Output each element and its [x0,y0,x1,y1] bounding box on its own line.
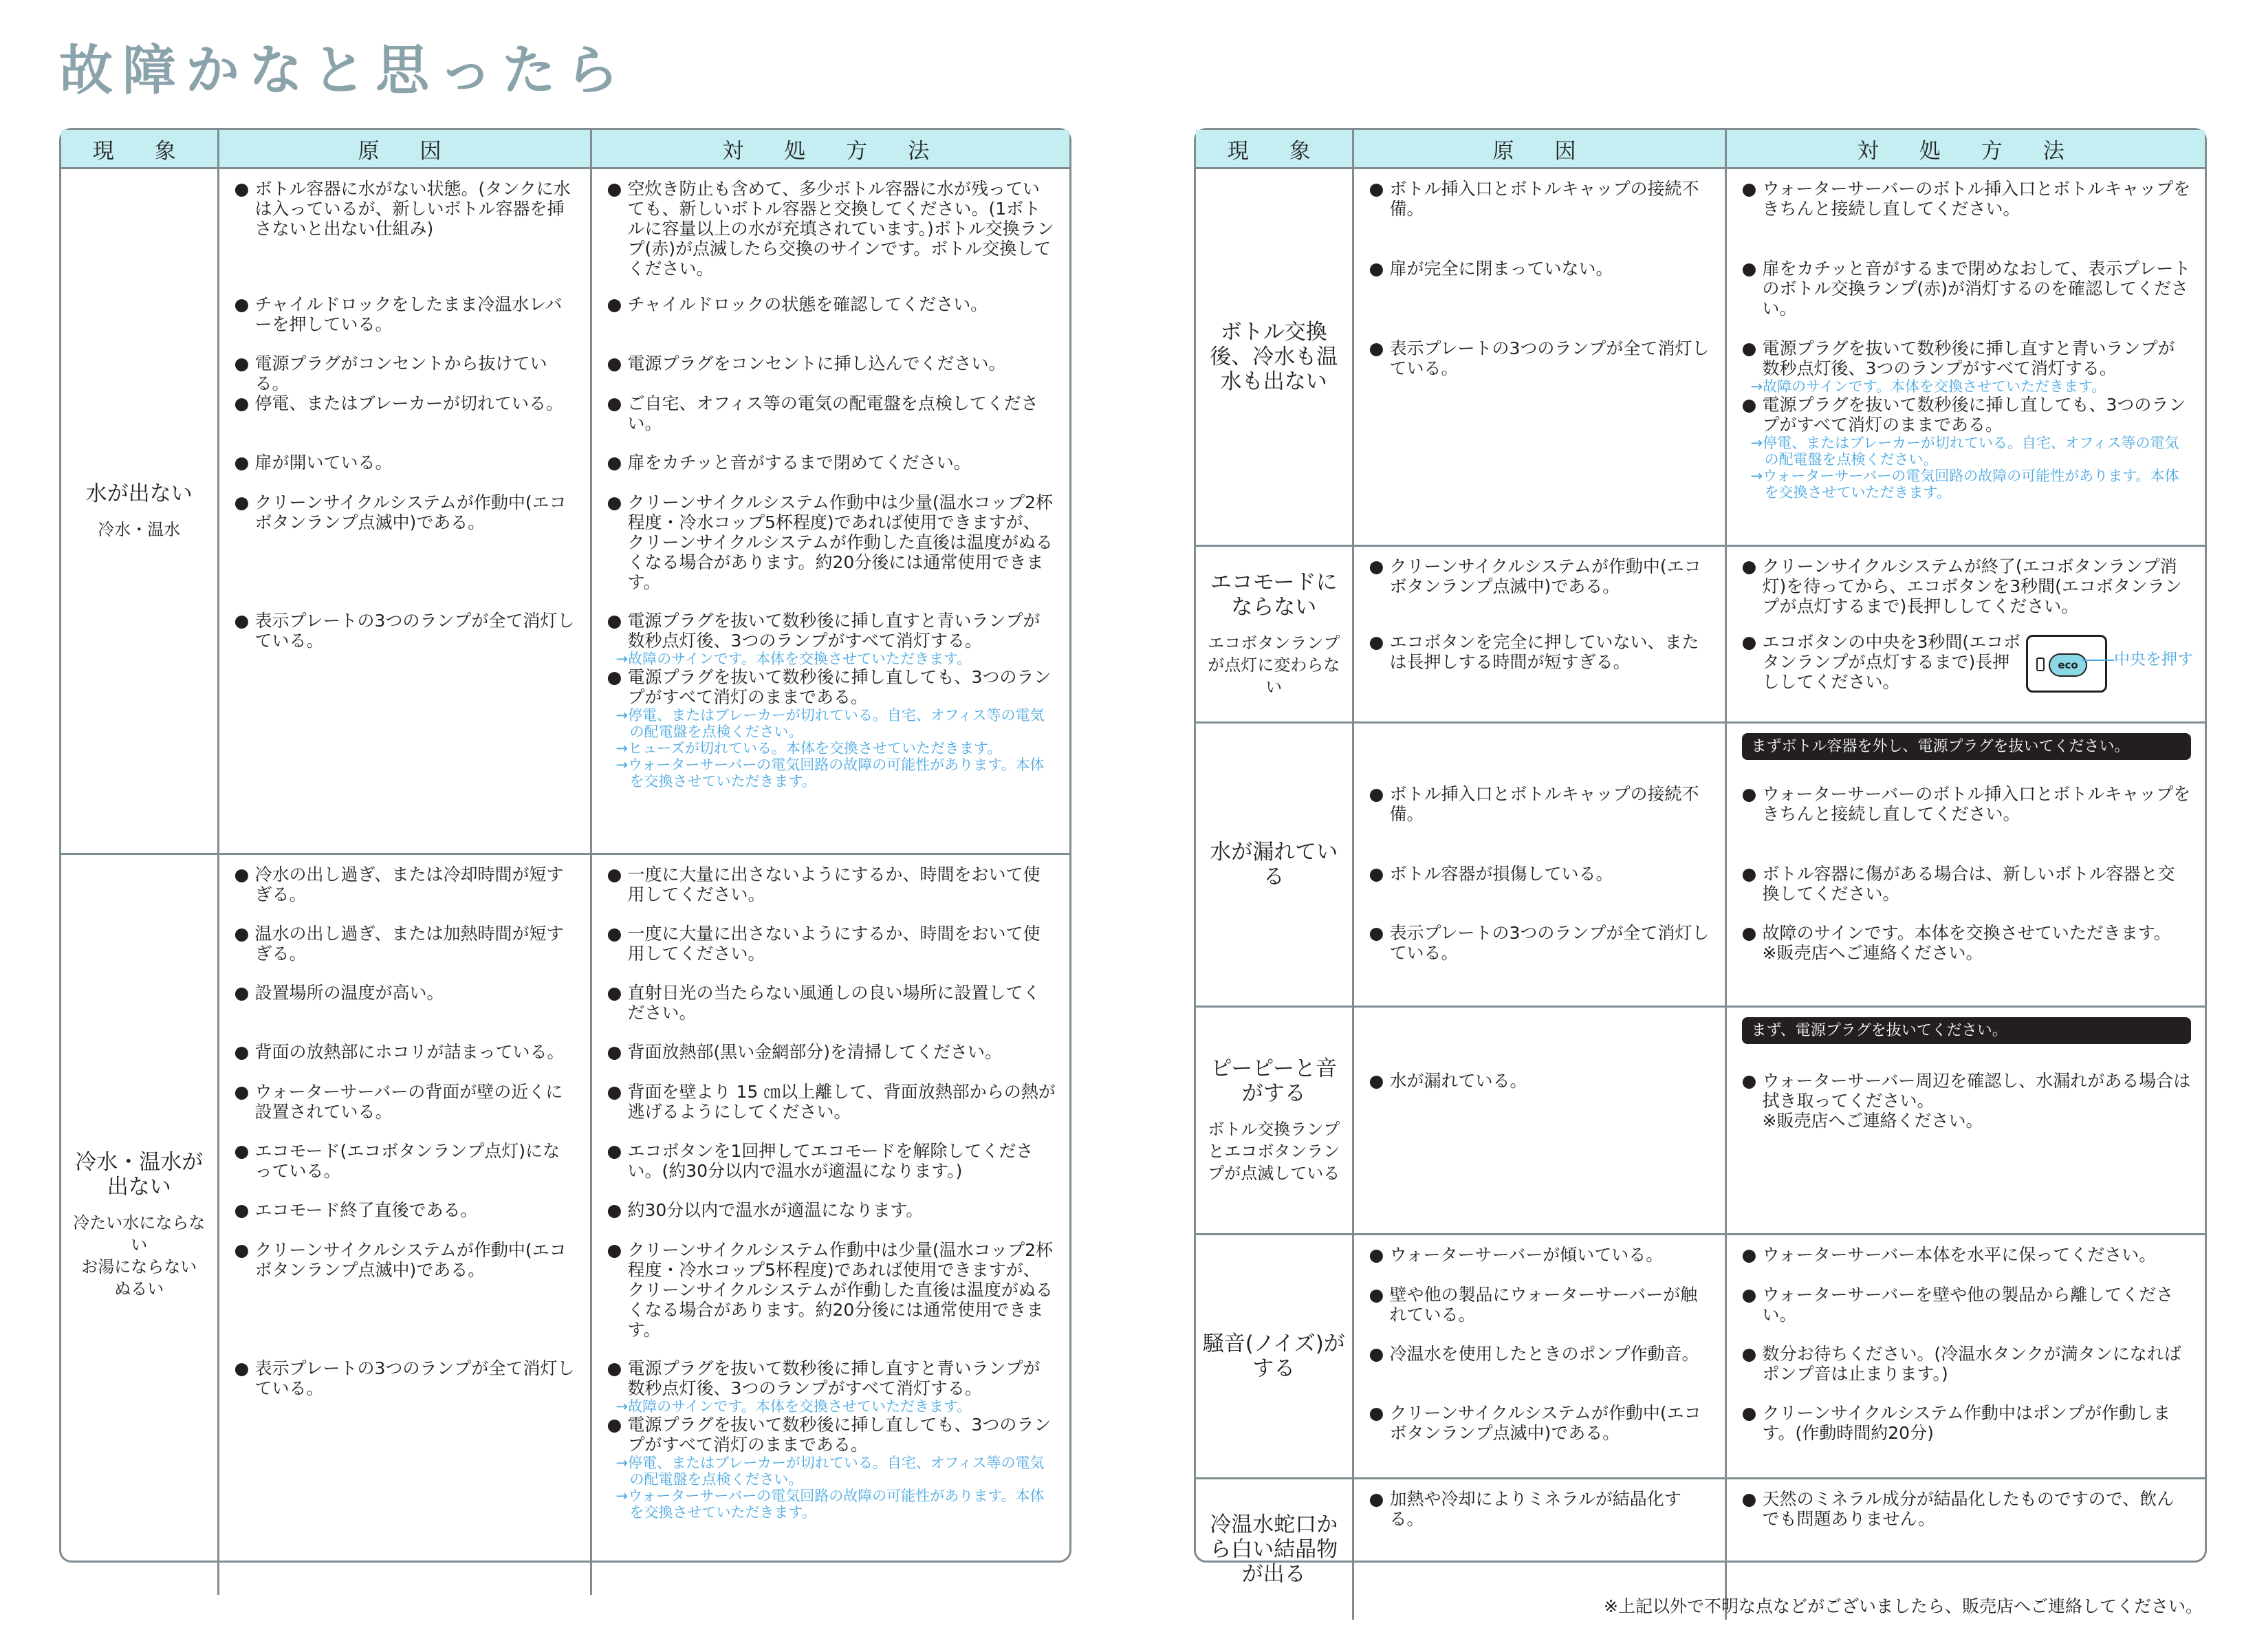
remedy-note: →停電、またはブレーカーが切れている。自宅、オフィス等の電気の配電盤を点検ください。 [1750,435,2179,468]
symptom-subtitle: ボトル交換ランプとエコボタンランプが点滅している [1208,1120,1340,1183]
cause-text: ● 電源プラグがコンセントから抜けている。 [235,354,576,393]
troubleshooting-table-left [59,128,1071,1563]
symptom-title: 水が出ない [85,481,193,506]
remedy-text: ● 電源プラグを抜いて数秒後に挿し直すと青いランプが数秒点灯後、3つのランプがすべて消灯する。 [1742,338,2192,378]
symptom-group [1196,1235,2205,1479]
cause-text: ● ボトル容器に水がない状態。(タンクに水は入っているが、新しいボトル容器を挿さないと出ない仕組み) [235,179,576,239]
remedy-text: ● 電源プラグを抜いて数秒後に挿し直しても、3つのランプがすべて消灯のままである。 [607,1415,1056,1455]
symptom-cell [1196,1479,1353,1620]
cause-item [235,1240,576,1358]
remedy-text: ● 扉をカチッと音がするまで閉めなおして、表示プレートのボトル交換ランプ(赤)が消灯するのを確認してください。 [1742,259,2192,318]
remedy-cell [1725,169,2205,546]
cause-cell [1353,723,1725,1007]
cause-item [235,1200,576,1240]
remedy-item [1742,1403,2192,1470]
cause-item [1369,1245,1711,1285]
remedy-item [1742,1245,2192,1285]
remedy-text: ● クリーンサイクルシステム作動中はポンプが作動します。(作動時間約20分) [1742,1403,2192,1443]
remedy-text: ● クリーンサイクルシステム作動中は少量(温水コップ2杯程度・冷水コップ5杯程度)であれば使用できますが、クリーンサイクルシステムが作動した直後は温度がぬるくなる場合があります。約20分後には通常使用できます。 [607,1240,1056,1340]
cause-item [235,1042,576,1082]
remedy-text: ※販売店へご連絡ください。 [1762,943,1983,963]
cause-item [1369,556,1711,632]
symptom-subtitle: エコボタンランプが点灯に変わらない [1208,633,1340,697]
remedy-text: ● ウォーターサーバーのボトル挿入口とボトルキャップをきちんと接続し直してください。 [1742,179,2192,219]
remedy-item [1742,923,2192,999]
remedy-item [1742,632,2192,715]
cause-text: ● 設置場所の温度が高い。 [235,983,576,1003]
symptom-title: 冷水・温水が出ない [75,1150,204,1199]
cause-text: ● エコモード(エコボタンランプ点灯)になっている。 [235,1141,576,1181]
symptom-cell [1196,1235,1353,1479]
remedy-note: →停電、またはブレーカーが切れている。自宅、オフィス等の電気の配電盤を点検ください。 [616,707,1045,740]
eco-button-icon: eco [2049,653,2087,677]
remedy-item [1742,864,2192,923]
remedy-cell [1725,546,2205,723]
remedy-item [607,1358,1056,1588]
remedy-text: ● クリーンサイクルシステム作動中は少量(温水コップ2杯程度・冷水コップ5杯程度)であれば使用できますが、クリーンサイクルシステムが作動した直後は温度がぬるくなる場合があります。約20分後には通常使用できます。 [607,492,1056,592]
remedy-cell [591,854,1069,1596]
cause-text: ● 加熱や冷却によりミネラルが結晶化する。 [1369,1489,1711,1529]
remedy-text: ● 直射日光の当たらない風通しの良い場所に設置してください。 [607,983,1056,1023]
cause-item [235,294,576,354]
remedy-item [607,393,1056,453]
symptom-cell [1196,169,1353,546]
indicator-lamp-icon [2036,657,2045,671]
remedy-cell [1725,1007,2205,1235]
symptom-subtitle: お湯にならない [81,1257,197,1276]
cause-item [1369,923,1711,999]
cause-item [1369,632,1711,715]
header-remedy: 対 処 方 法 [1725,130,2205,169]
remedy-item [607,453,1056,492]
remedy-text: ● 空炊き防止も含めて、多少ボトル容器に水が残っていても、新しいボトル容器と交換してください。(1ボトルに容量以上の水が充填されています。)ボトル交換ランプ(赤)が点滅したら交換のサインです。ボトル交換してください。 [607,179,1056,279]
remedy-note: →ウォーターサーバーの電気回路の故障の可能性があります。本体を交換させていただきます。 [616,757,1045,790]
cause-text: ● ボトル容器が損傷している。 [1369,864,1711,884]
remedy-note: →ウォーターサーバーの電気回路の故障の可能性があります。本体を交換させていただきます。 [616,1488,1045,1521]
cause-text: ● クリーンサイクルシステムが作動中(エコボタンランプ点滅中)である。 [235,1240,576,1280]
cause-item [1369,338,1711,538]
cause-cell [1353,546,1725,723]
press-center-label: 中央を押す [2114,651,2193,669]
remedy-text: ● ウォーターサーバーを壁や他の製品から離してください。 [1742,1285,2192,1325]
remedy-text: ● 背面を壁より 15 ㎝以上離して、背面放熱部からの熱が逃げるようにしてください。 [607,1082,1056,1122]
cause-text: ● 壁や他の製品にウォーターサーバーが触れている。 [1369,1285,1711,1325]
header-symptom: 現 象 [61,130,218,169]
cause-item [1369,864,1711,923]
cause-text: ● ウォーターサーバーが傾いている。 [1369,1245,1711,1265]
remedy-item [607,179,1056,294]
remedy-text: ● 天然のミネラル成分が結晶化したものですので、飲んでも問題ありません。 [1742,1489,2192,1529]
symptom-title: 騒音(ノイズ)がする [1202,1332,1345,1381]
cause-text: ● 表示プレートの3つのランプが全て消灯している。 [235,1358,576,1398]
remedy-cell [1725,723,2205,1007]
cause-text: ● ウォーターサーバーの背面が壁の近くに設置されている。 [235,1082,576,1122]
symptom-cell [1196,1007,1353,1235]
remedy-text: ● ご自宅、オフィス等の電気の配電盤を点検してください。 [607,393,1056,433]
remedy-item [1742,1344,2192,1403]
leader-line [2082,660,2114,661]
symptom-subtitle: ぬるい [114,1279,164,1298]
remedy-text: ● 扉をカチッと音がするまで閉めてください。 [607,453,1056,472]
remedy-text: ● 一度に大量に出さないようにするか、時間をおいて使用してください。 [607,865,1056,904]
remedy-item [1742,556,2192,632]
cause-cell [1353,1007,1725,1235]
remedy-text: ● ウォーターサーバー本体を水平に保ってください。 [1742,1245,2192,1265]
eco-button-diagram [2026,632,2191,694]
cause-item [235,453,576,492]
remedy-text: ● ボトル容器に傷がある場合は、新しいボトル容器と交換してください。 [1742,864,2192,904]
cause-text: ● チャイルドロックをしたまま冷温水レバーを押している。 [235,294,576,334]
eco-panel-icon [2026,635,2107,693]
remedy-text: ● 約30分以内で温水が適温になります。 [607,1200,1056,1220]
symptom-group [61,854,1069,1596]
remedy-item [607,983,1056,1042]
cause-item [235,354,576,393]
remedy-text: ● ウォーターサーバーのボトル挿入口とボトルキャップをきちんと接続し直してください。 [1742,784,2192,824]
cause-text: ● 表示プレートの3つのランプが全て消灯している。 [235,611,576,651]
remedy-note: →ヒューズが切れている。本体を交換させていただきます。 [616,740,1002,757]
cause-item [1369,179,1711,259]
cause-item [1369,259,1711,338]
remedy-note: →故障のサインです。本体を交換させていただきます。 [1750,378,2106,395]
symptom-group [61,169,1069,854]
remedy-text: ● 故障のサインです。本体を交換させていただきます。 [1742,923,2192,943]
symptom-cell [1196,546,1353,723]
remedy-item [607,492,1056,611]
cause-text: ● エコモード終了直後である。 [235,1200,576,1220]
cause-item [235,492,576,611]
remedy-item [607,354,1056,393]
remedy-note: →故障のサインです。本体を交換させていただきます。 [616,651,972,667]
remedy-note: →停電、またはブレーカーが切れている。自宅、オフィス等の電気の配電盤を点検ください。 [616,1455,1045,1488]
remedy-item [607,611,1056,846]
footnote: ※上記以外で不明な点などがございましたら、販売店へご連絡してください。 [1604,1596,2203,1616]
remedy-item [607,1240,1056,1358]
remedy-item [607,294,1056,354]
symptom-subtitle: 冷水・温水 [98,520,181,539]
cause-item [235,983,576,1042]
remedy-text: ● 電源プラグを抜いて数秒後に挿し直すと青いランプが数秒点灯後、3つのランプがすべて消灯する。 [607,611,1056,651]
cause-item [235,924,576,983]
cause-text: ● 冷水の出し過ぎ、または冷却時間が短すぎる。 [235,865,576,904]
cause-item [1369,1285,1711,1344]
cause-item [235,865,576,924]
remedy-note: →故障のサインです。本体を交換させていただきます。 [616,1398,972,1415]
remedy-text: ● 電源プラグをコンセントに挿し込んでください。 [607,354,1056,373]
symptom-group [1196,169,2205,546]
symptom-cell [61,169,218,854]
remedy-item [1742,784,2192,864]
cause-text: ● クリーンサイクルシステムが作動中(エコボタンランプ点滅中)である。 [235,492,576,532]
troubleshooting-table-right [1194,128,2207,1587]
symptom-title: ボトル交換後、冷水も温水も出ない [1210,320,1338,394]
header-cause: 原 因 [218,130,591,169]
page-title: 故障かなと思ったら [59,40,629,102]
symptom-group [1196,723,2205,1007]
remedy-text: ● クリーンサイクルシステムが終了(エコボタンランプ消灯)を待ってから、エコボタンを3秒間(エコボタンランプが点灯するまで)長押ししてください。 [1742,556,2192,616]
symptom-title: エコモードにならない [1210,570,1338,620]
remedy-item [607,1082,1056,1141]
remedy-item [1742,259,2192,338]
header-cause: 原 因 [1353,130,1725,169]
remedy-note: →ウォーターサーバーの電気回路の故障の可能性があります。本体を交換させていただきます。 [1750,468,2179,501]
cause-text: ● 背面の放熱部にホコリが詰まっている。 [235,1042,576,1062]
cause-text: ● 扉が完全に閉まっていない。 [1369,259,1711,279]
remedy-item [607,1200,1056,1240]
cause-text: ● 表示プレートの3つのランプが全て消灯している。 [1369,338,1711,378]
cause-item [235,1082,576,1141]
remedy-item [607,865,1056,924]
remedy-text: ● ウォーターサーバー周辺を確認し、水漏れがある場合は拭き取ってください。 [1742,1071,2192,1111]
cause-item [1369,1344,1711,1403]
cause-text: ● エコボタンを完全に押していない、または長押しする時間が短すぎる。 [1369,632,1711,672]
cause-cell [1353,1235,1725,1479]
remedy-item [1742,338,2192,538]
symptom-group [1196,546,2205,723]
cause-text: ● ボトル挿入口とボトルキャップの接続不備。 [1369,784,1711,824]
symptom-title: 冷温水蛇口から白い結晶物が出る [1210,1512,1338,1587]
cause-item [1369,784,1711,864]
remedy-item [607,1042,1056,1082]
remedy-text: ● 一度に大量に出さないようにするか、時間をおいて使用してください。 [607,924,1056,964]
cause-item [235,179,576,294]
cause-text: ● 温水の出し過ぎ、または加熱時間が短すぎる。 [235,924,576,964]
cause-text: ● 扉が開いている。 [235,453,576,472]
symptom-group [1196,1007,2205,1235]
remedy-item [607,1141,1056,1200]
cause-cell [218,169,591,854]
cause-item [235,1141,576,1200]
instruction-tag: まず、電源プラグを抜いてください。 [1742,1017,2192,1044]
header-remedy: 対 処 方 法 [591,130,1069,169]
remedy-item [1742,1071,2192,1226]
remedy-text: ● エコボタンの中央を3秒間(エコボタンランプが点灯するまで)長押ししてください。 [1742,632,2023,692]
remedy-text: ● 電源プラグを抜いて数秒後に挿し直しても、3つのランプがすべて消灯のままである。 [1742,395,2192,435]
symptom-subtitles [67,1212,212,1300]
cause-item [1369,1071,1711,1226]
cause-item [1369,1403,1711,1470]
symptom-title: ピーピーと音がする [1210,1056,1338,1106]
cause-text: ● 停電、またはブレーカーが切れている。 [235,393,576,413]
symptom-cell [61,854,218,1596]
remedy-text: ● チャイルドロックの状態を確認してください。 [607,294,1056,314]
symptom-title: 水が漏れている [1210,840,1338,889]
remedy-text: ※販売店へご連絡ください。 [1762,1111,1983,1131]
symptom-cell [1196,723,1353,1007]
remedy-text: ● 背面放熱部(黒い金網部分)を清掃してください。 [607,1042,1056,1062]
remedy-item [1742,179,2192,259]
cause-text: ● 水が漏れている。 [1369,1071,1711,1091]
cause-text: ● 冷温水を使用したときのポンプ作動音。 [1369,1344,1711,1364]
cause-text: ● クリーンサイクルシステムが作動中(エコボタンランプ点滅中)である。 [1369,1403,1711,1443]
cause-item [235,611,576,846]
cause-text: ● クリーンサイクルシステムが作動中(エコボタンランプ点滅中)である。 [1369,556,1711,596]
remedy-item [607,924,1056,983]
symptom-subtitle: 冷たい水にならない [73,1213,206,1254]
cause-cell [218,854,591,1596]
remedy-item [1742,1285,2192,1344]
cause-item [235,1358,576,1588]
remedy-text: ● 電源プラグを抜いて数秒後に挿し直すと青いランプが数秒点灯後、3つのランプがすべて消灯する。 [607,1358,1056,1398]
cause-item [235,393,576,453]
header-symptom: 現 象 [1196,130,1353,169]
remedy-cell [1725,1235,2205,1479]
cause-cell [1353,169,1725,546]
remedy-text: ● 数分お待ちください。(冷温水タンクが満タンになればポンプ音は止まります。) [1742,1344,2192,1384]
remedy-cell [591,169,1069,854]
remedy-text: ● 電源プラグを抜いて数秒後に挿し直しても、3つのランプがすべて消灯のままである。 [607,667,1056,707]
cause-text: ● ボトル挿入口とボトルキャップの接続不備。 [1369,179,1711,219]
instruction-tag: まずボトル容器を外し、電源プラグを抜いてください。 [1742,733,2192,760]
remedy-text: ● エコボタンを1回押してエコモードを解除してください。(約30分以内で温水が適温になります。) [607,1141,1056,1181]
cause-text: ● 表示プレートの3つのランプが全て消灯している。 [1369,923,1711,963]
